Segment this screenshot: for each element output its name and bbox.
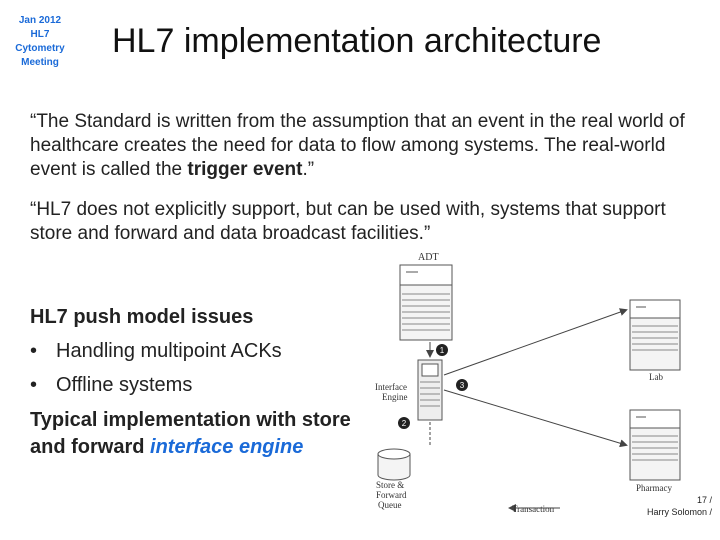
quote-store-forward: “HL7 does not explicitly support, but can be used with, systems that support store and forward and data broadcast facilities.” [30,199,666,244]
interface-engine-label: Interface [375,382,407,392]
bullet-dot: • [30,340,38,362]
meeting-line: HL7 [30,29,50,40]
bullet-dot: • [30,374,38,396]
interface-engine-label: Engine [382,392,408,402]
adt-server-icon [400,265,452,340]
meeting-line: Meeting [21,57,59,68]
queue-label: Queue [378,500,402,510]
meeting-label [4,14,76,70]
adt-label: ADT [418,252,439,263]
transaction-label: Transaction [512,504,555,514]
pharmacy-label: Pharmacy [636,483,672,493]
slide-number: 17 / [696,495,712,505]
queue-label: Store & [376,480,405,490]
author-name: Harry Solomon / [646,507,712,517]
quote-trigger-event [30,110,695,182]
queue-cylinder-icon [378,449,410,480]
interface-engine-term: interface engine [150,436,304,458]
step-2-label: 2 [401,419,407,428]
quote-text: “The Standard is written from the assumption that an event in the real world of healthcare creates the need for data to flow among systems. The real-world event is called the [30,111,685,180]
quote-end: .” [302,159,315,180]
typical-text: Typical implementation with store and forward [30,409,351,458]
architecture-diagram [360,250,712,520]
bullet-item [30,368,360,402]
engine-to-pharmacy-arrow [444,390,626,445]
meeting-line: Jan 2012 [18,15,62,26]
typical-implementation [30,407,360,461]
bullet-text: Offline systems [56,374,193,396]
queue-label: Forward [376,490,407,500]
slide-title: HL7 implementation architecture [112,22,602,60]
step-1-label: 1 [439,346,445,355]
pharmacy-server-icon [630,410,680,480]
bullet-item [30,334,360,368]
step-3-label: 3 [459,381,465,390]
trigger-event-term: trigger event [187,159,303,180]
meeting-line: Cytometry [15,43,65,54]
push-model-section [30,300,360,402]
lab-server-icon [630,300,680,370]
engine-to-lab-arrow [444,310,626,375]
interface-engine-icon [418,360,442,420]
lab-label: Lab [649,372,663,382]
push-model-heading: HL7 push model issues [30,306,254,328]
slide-footer [647,494,712,518]
bullet-text: Handling multipoint ACKs [56,340,282,362]
